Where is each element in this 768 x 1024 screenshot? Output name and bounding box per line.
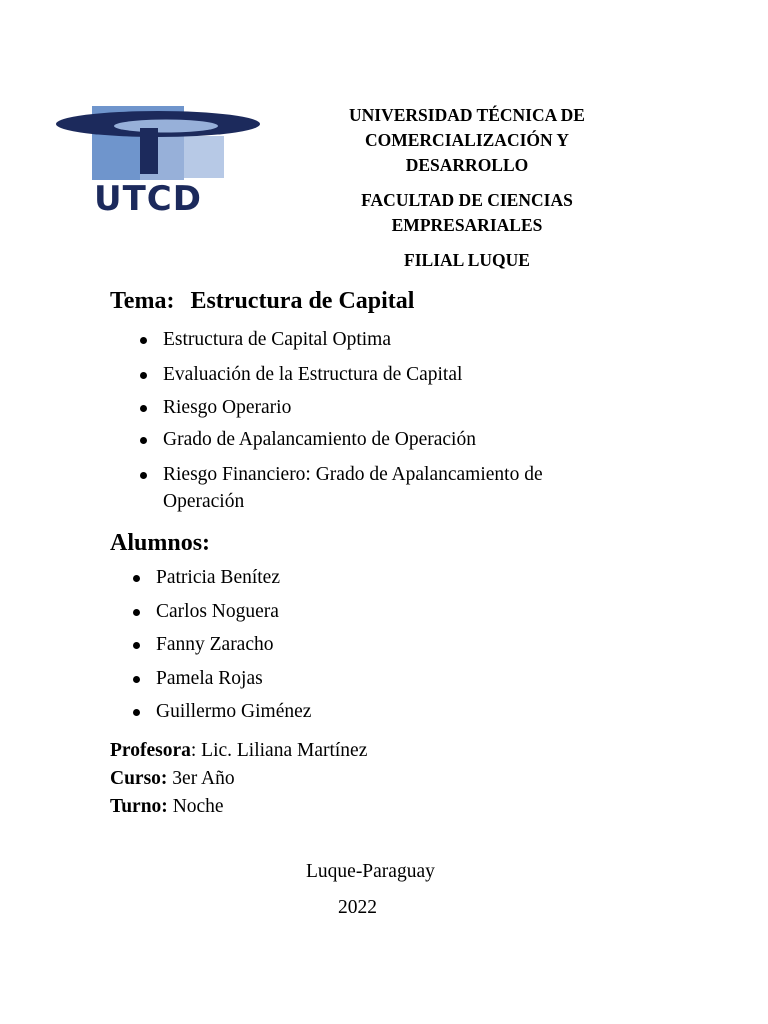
tema-value: Estructura de Capital (190, 288, 415, 314)
alumnos-heading: Alumnos: (110, 530, 211, 556)
year-text: 2022 (338, 897, 377, 918)
bullet-icon (140, 472, 147, 479)
university-name: UNIVERSIDAD TÉCNICA DE COMERCIALIZACIÓN Y DESARROLLO (349, 105, 585, 175)
bullet-icon (140, 405, 147, 412)
bullet-icon (140, 437, 147, 444)
profesora-label: Profesora (110, 740, 191, 761)
logo-ellipse-inner (114, 120, 218, 133)
utcd-logo (54, 104, 264, 216)
branch-name: FILIAL LUQUE (404, 250, 530, 270)
curso-value: 3er Año (167, 768, 235, 789)
profesora-row (110, 737, 367, 765)
student-item: Guillermo Giménez (128, 698, 311, 725)
turno-value: Noche (167, 796, 224, 817)
bullet-icon (133, 575, 140, 582)
curso-label: Curso: (110, 768, 168, 789)
institution-header (300, 103, 634, 273)
turno-row (110, 793, 367, 821)
student-list (128, 564, 311, 732)
student-item: Patricia Benítez (128, 564, 311, 591)
bullet-icon (140, 337, 147, 344)
logo-stem (140, 128, 158, 174)
course-info (110, 737, 367, 821)
student-item: Fanny Zaracho (128, 631, 311, 658)
turno-label: Turno: (110, 796, 168, 817)
logo-text: UTCD (94, 179, 202, 216)
topic-list (136, 326, 656, 515)
topic-item: Grado de Apalancamiento de Operación (136, 426, 656, 453)
tema-label: Tema: (110, 288, 175, 314)
student-item: Pamela Rojas (128, 665, 311, 692)
place-text: Luque-Paraguay (306, 861, 435, 882)
bullet-icon (133, 642, 140, 649)
student-item: Carlos Noguera (128, 598, 311, 625)
topic-item: Evaluación de la Estructura de Capital (136, 361, 656, 388)
faculty-name: FACULTAD DE CIENCIAS EMPRESARIALES (361, 190, 573, 235)
topic-item: Riesgo Financiero: Grado de Apalancamiento de Operación (136, 461, 656, 515)
bullet-icon (140, 372, 147, 379)
topic-item: Riesgo Operario (136, 394, 656, 421)
curso-row (110, 765, 367, 793)
profesora-value: : Lic. Liliana Martínez (190, 740, 368, 761)
topic-item: Estructura de Capital Optima (136, 326, 656, 353)
bullet-icon (133, 709, 140, 716)
tema-heading (110, 288, 414, 315)
bullet-icon (133, 676, 140, 683)
bullet-icon (133, 609, 140, 616)
